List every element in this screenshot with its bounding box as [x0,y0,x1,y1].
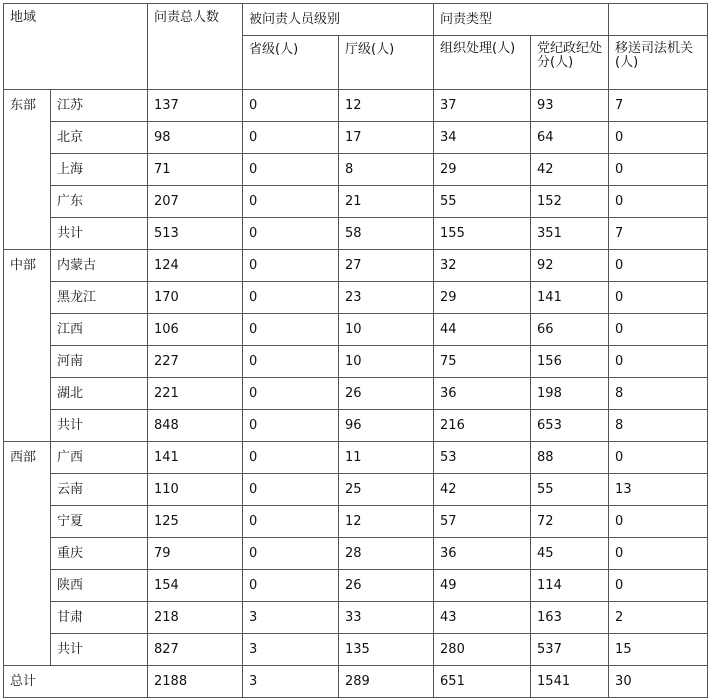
provincial-cell: 0 [243,314,339,346]
header-judicial: 移送司法机关(人) [609,36,708,90]
total-cell: 154 [148,570,243,602]
header-total-count: 问责总人数 [148,4,243,90]
provincial-cell: 0 [243,250,339,282]
table-row [4,634,708,666]
table-row [4,250,708,282]
total-cell: 98 [148,122,243,154]
provincial-cell: 0 [243,346,339,378]
party-discipline-cell: 92 [531,250,609,282]
party-discipline-cell: 114 [531,570,609,602]
bureau-cell: 17 [339,122,434,154]
grand-total-total-cell: 2188 [148,666,243,698]
bureau-cell: 33 [339,602,434,634]
judicial-cell: 0 [609,506,708,538]
header-party-discipline: 党纪政纪处分(人) [531,36,609,90]
org-handling-cell: 29 [434,282,531,314]
org-handling-cell: 32 [434,250,531,282]
judicial-cell: 8 [609,378,708,410]
party-discipline-cell: 163 [531,602,609,634]
total-cell: 848 [148,410,243,442]
provincial-cell: 0 [243,218,339,250]
judicial-cell: 0 [609,538,708,570]
province-cell: 宁夏 [51,506,148,538]
region-cell: 东部 [4,90,51,250]
grand-total-party-cell: 1541 [531,666,609,698]
bureau-cell: 135 [339,634,434,666]
province-cell: 广东 [51,186,148,218]
provincial-cell: 0 [243,474,339,506]
grand-total-bureau-cell: 289 [339,666,434,698]
province-cell: 广西 [51,442,148,474]
party-discipline-cell: 45 [531,538,609,570]
total-cell: 124 [148,250,243,282]
header-org-handling: 组织处理(人) [434,36,531,90]
table-row [4,378,708,410]
province-cell: 江苏 [51,90,148,122]
judicial-cell: 0 [609,122,708,154]
party-discipline-cell: 537 [531,634,609,666]
total-cell: 827 [148,634,243,666]
provincial-cell: 0 [243,378,339,410]
bureau-cell: 25 [339,474,434,506]
org-handling-cell: 55 [434,186,531,218]
grand-total-label: 总计 [4,666,148,698]
bureau-cell: 28 [339,538,434,570]
party-discipline-cell: 72 [531,506,609,538]
province-cell: 云南 [51,474,148,506]
bureau-cell: 8 [339,154,434,186]
judicial-cell: 0 [609,250,708,282]
party-discipline-cell: 93 [531,90,609,122]
org-handling-cell: 43 [434,602,531,634]
table-row [4,218,708,250]
provincial-cell: 0 [243,282,339,314]
provincial-cell: 3 [243,634,339,666]
party-discipline-cell: 55 [531,474,609,506]
total-cell: 110 [148,474,243,506]
judicial-cell: 13 [609,474,708,506]
grand-total-provincial-cell: 3 [243,666,339,698]
total-cell: 79 [148,538,243,570]
judicial-cell: 0 [609,186,708,218]
party-discipline-cell: 66 [531,314,609,346]
org-handling-cell: 280 [434,634,531,666]
province-cell: 共计 [51,410,148,442]
header-row-1 [4,4,708,36]
province-cell: 陕西 [51,570,148,602]
province-cell: 共计 [51,634,148,666]
province-cell: 江西 [51,314,148,346]
province-cell: 黑龙江 [51,282,148,314]
total-cell: 125 [148,506,243,538]
bureau-cell: 11 [339,442,434,474]
header-level-group: 被问责人员级别 [243,4,434,36]
judicial-cell: 2 [609,602,708,634]
total-cell: 141 [148,442,243,474]
table-row [4,474,708,506]
table-row [4,122,708,154]
region-cell: 西部 [4,442,51,666]
party-discipline-cell: 351 [531,218,609,250]
party-discipline-cell: 64 [531,122,609,154]
party-discipline-cell: 88 [531,442,609,474]
bureau-cell: 27 [339,250,434,282]
bureau-cell: 26 [339,570,434,602]
bureau-cell: 96 [339,410,434,442]
provincial-cell: 0 [243,186,339,218]
judicial-cell: 0 [609,282,708,314]
table-row [4,506,708,538]
header-region: 地域 [4,4,148,90]
province-cell: 湖北 [51,378,148,410]
province-cell: 共计 [51,218,148,250]
judicial-cell: 0 [609,570,708,602]
party-discipline-cell: 653 [531,410,609,442]
bureau-cell: 23 [339,282,434,314]
provincial-cell: 0 [243,538,339,570]
total-cell: 106 [148,314,243,346]
province-cell: 河南 [51,346,148,378]
org-handling-cell: 42 [434,474,531,506]
org-handling-cell: 53 [434,442,531,474]
grand-total-judicial-cell: 30 [609,666,708,698]
bureau-cell: 26 [339,378,434,410]
province-cell: 重庆 [51,538,148,570]
party-discipline-cell: 198 [531,378,609,410]
table-row [4,282,708,314]
table-row [4,602,708,634]
judicial-cell: 7 [609,90,708,122]
provincial-cell: 0 [243,410,339,442]
province-cell: 内蒙古 [51,250,148,282]
party-discipline-cell: 141 [531,282,609,314]
province-cell: 甘肃 [51,602,148,634]
org-handling-cell: 34 [434,122,531,154]
org-handling-cell: 216 [434,410,531,442]
grand-total-org-cell: 651 [434,666,531,698]
total-cell: 71 [148,154,243,186]
table-row [4,90,708,122]
total-cell: 137 [148,90,243,122]
table-row [4,346,708,378]
bureau-cell: 10 [339,314,434,346]
provincial-cell: 0 [243,90,339,122]
bureau-cell: 58 [339,218,434,250]
judicial-cell: 8 [609,410,708,442]
header-type-group: 问责类型 [434,4,609,36]
judicial-cell: 7 [609,218,708,250]
province-cell: 北京 [51,122,148,154]
header-bureau: 厅级(人) [339,36,434,90]
provincial-cell: 0 [243,154,339,186]
judicial-cell: 0 [609,346,708,378]
table-row [4,570,708,602]
org-handling-cell: 75 [434,346,531,378]
accountability-table [3,3,708,698]
header-provincial: 省级(人) [243,36,339,90]
total-cell: 221 [148,378,243,410]
table-row [4,538,708,570]
party-discipline-cell: 152 [531,186,609,218]
bureau-cell: 12 [339,506,434,538]
table-row [4,186,708,218]
region-cell: 中部 [4,250,51,442]
provincial-cell: 3 [243,602,339,634]
party-discipline-cell: 156 [531,346,609,378]
org-handling-cell: 36 [434,538,531,570]
party-discipline-cell: 42 [531,154,609,186]
bureau-cell: 10 [339,346,434,378]
table-row [4,154,708,186]
org-handling-cell: 155 [434,218,531,250]
provincial-cell: 0 [243,506,339,538]
org-handling-cell: 36 [434,378,531,410]
province-cell: 上海 [51,154,148,186]
org-handling-cell: 44 [434,314,531,346]
total-cell: 218 [148,602,243,634]
judicial-cell: 0 [609,154,708,186]
total-cell: 170 [148,282,243,314]
table-row [4,314,708,346]
org-handling-cell: 37 [434,90,531,122]
provincial-cell: 0 [243,570,339,602]
table-row [4,410,708,442]
provincial-cell: 0 [243,442,339,474]
judicial-cell: 15 [609,634,708,666]
header-blank-cell [609,4,708,36]
grand-total-row [4,666,708,698]
judicial-cell: 0 [609,442,708,474]
org-handling-cell: 49 [434,570,531,602]
org-handling-cell: 29 [434,154,531,186]
total-cell: 207 [148,186,243,218]
judicial-cell: 0 [609,314,708,346]
bureau-cell: 12 [339,90,434,122]
org-handling-cell: 57 [434,506,531,538]
total-cell: 513 [148,218,243,250]
provincial-cell: 0 [243,122,339,154]
table-row [4,442,708,474]
total-cell: 227 [148,346,243,378]
bureau-cell: 21 [339,186,434,218]
